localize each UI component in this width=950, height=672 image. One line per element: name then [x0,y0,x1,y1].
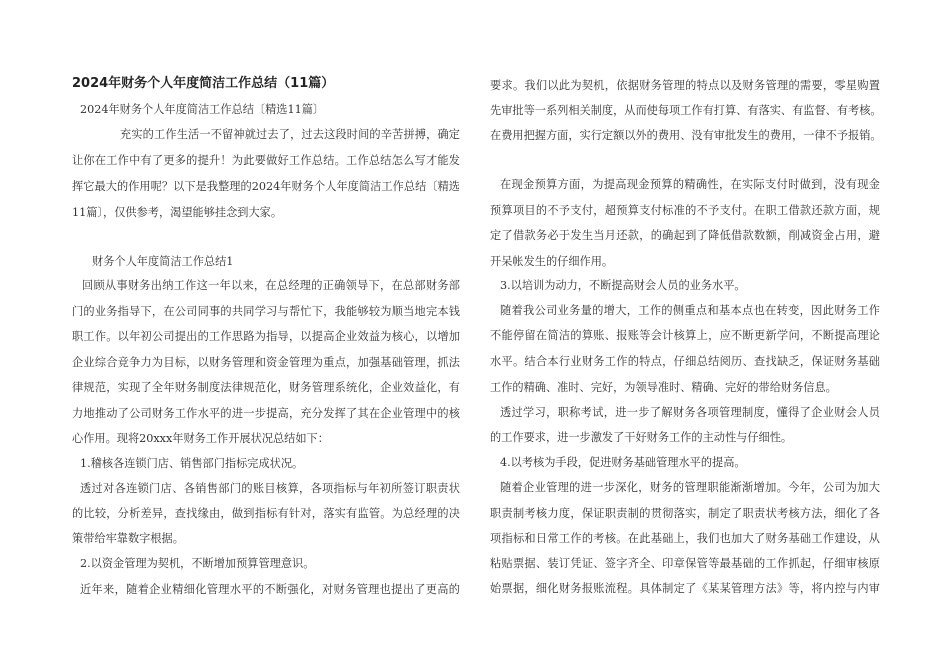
numbered-heading: 4.以考核为手段，促进财务基础管理水平的提高。 [500,456,746,469]
body-line: 先审批等一系列相关制度，从而使每项工作有打算、有落实、有监督、有考核。 [490,104,882,117]
body-line: 的比较，分析差异，查找缘由，做到指标有针对，落实有监管。为总经理的决 [72,507,460,520]
intro-line: 充实的工作生活一不留神就过去了，过去这段时间的辛苦拼搏，确定 [120,128,460,141]
body-line: 要求。我们以此为契机，依据财务管理的特点以及财务管理的需要，零星购置 [490,79,880,92]
body-line: 门的业务指导下，在公司同事的共同学习与帮忙下，我能够较为顺当地完本钱 [72,305,460,318]
body-line: 透过对各连锁门店、各销售部门的账目核算，各项指标与年初所签订职责状 [80,482,460,495]
section-heading: 财务个人年度简洁工作总结1 [92,255,234,268]
body-line: 回顾从事财务出纳工作这一年以来，在总经理的正确领导下，在总部财务部 [82,279,460,292]
body-line: 策带给牢靠数字根据。 [72,532,184,545]
body-line: 律规范，实现了全年财务制度法律规范化，财务管理系统化，企业效益化，有 [72,381,460,394]
intro-line: 让你在工作中有了更多的提升！为此要做好工作总结。工作总结怎么写才能发 [72,154,460,167]
body-line: 职责制考核力度，保证职责制的贯彻落实，制定了职责状考核方法，细化了各 [490,507,880,520]
body-line: 项指标和日常工作的考核。在此基础上，我们也加大了财务基础工作建设，从 [490,532,880,545]
body-line: 随着我公司业务量的增大，工作的侧重点和基本点也在转变，因此财务工作 [500,304,880,317]
numbered-heading: 3.以培训为动力，不断提高财会人员的业务水平。 [500,279,746,292]
intro-line: 11篇〕，仅供参考，渴望能够挂念到大家。 [72,206,283,219]
body-line: 水平。结合本行业财务工作的特点，仔细总结阅历、查找缺乏，保证财务基础 [490,355,880,368]
body-line: 在费用把握方面，实行定额以外的费用、没有审批发生的费用，一律不予报销。 [490,129,882,142]
body-line: 开呆帐发生的仔细作用。 [490,255,614,268]
body-line: 企业综合竞争力为目标，以财务管理和资金管理为重点，加强基础管理，抓法 [72,356,460,369]
body-line: 心作用。现将20xxx年财务工作开展状况总结如下： [72,432,329,445]
intro-line: 挥它最大的作用呢？以下是我整理的2024年财务个人年度简洁工作总结〔精选 [72,180,460,193]
body-line: 的工作要求，进一步激发了干好财务工作的主动性与仔细性。 [490,431,793,444]
body-line: 随着企业管理的进一步深化，财务的管理职能渐渐增加。今年，公司为加大 [500,481,880,494]
body-line: 近年来，随着企业精细化管理水平的不断强化，对财务管理也提出了更高的 [80,583,460,596]
body-line: 透过学习，职称考试，进一步了解财务各项管理制度，懂得了企业财会人员 [500,406,880,419]
body-line: 预算项目的不予支付，超预算支付标准的不予支付。在职工借款还款方面，规 [490,204,880,217]
body-line: 职工作。以年初公司提出的工作思路为指导，以提高企业效益为核心，以增加 [72,330,460,343]
body-line: 力地推动了公司财务工作水平的进一步提高，充分发挥了其在企业管理中的核 [72,407,460,420]
numbered-heading: 1.稽核各连锁门店、销售部门指标完成状况。 [80,457,304,470]
body-line: 始票据，细化财务报账流程。具体制定了《某某管理方法》等，将内控与内审 [490,582,880,595]
body-line: 不能停留在简洁的算账、报账等会计核算上，应不断更新学问，不断提高理论 [490,329,880,342]
body-line: 定了借款务必于发生当月还款，的确起到了降低借款数额，削减资金占用，避 [490,229,880,242]
document-title: 2024年财务个人年度简洁工作总结（11篇） [72,76,335,91]
body-line: 在现金预算方面，为提高现金预算的精确性，在实际支付时做到，没有现金 [500,178,880,191]
body-line: 工作的精确、准时、完好，为领导准时、精确、完好的带给财务信息。 [490,381,837,394]
subtitle-line: 2024年财务个人年度简洁工作总结〔精选11篇〕 [80,103,325,116]
numbered-heading: 2.以资金管理为契机，不断增加预算管理意识。 [80,557,315,570]
body-line: 粘贴票据、装订凭证、签字齐全、印章保管等最基础的工作抓起，仔细审核原 [490,557,880,570]
